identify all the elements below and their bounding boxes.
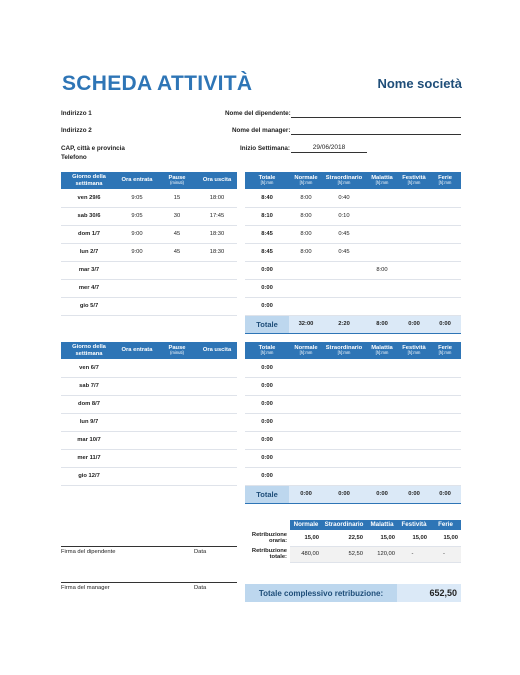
- normal-hours-cell: [289, 279, 323, 297]
- holiday-hours-cell[interactable]: [399, 297, 429, 315]
- company-name: Nome società: [377, 76, 462, 91]
- table-row: [61, 359, 237, 377]
- vacation-hours-cell[interactable]: [429, 395, 461, 413]
- grand-total-bar: [245, 584, 461, 602]
- total-hours-cell: 0:00: [245, 467, 289, 485]
- day-cell: mer 11/7: [61, 449, 117, 467]
- time-out-cell[interactable]: 18:30: [197, 225, 237, 243]
- time-out-cell[interactable]: [197, 377, 237, 395]
- table-row: [245, 207, 461, 225]
- holiday-hours-cell[interactable]: [399, 449, 429, 467]
- city-label: CAP, città e provincia: [61, 145, 125, 152]
- manager-name-field[interactable]: [291, 126, 461, 135]
- totals-row: [245, 485, 461, 503]
- total-pay-vacation: -: [430, 546, 461, 562]
- pay-header-sick: Malattia: [366, 520, 398, 530]
- vacation-hours-cell[interactable]: [429, 449, 461, 467]
- vacation-hours-cell[interactable]: [429, 189, 461, 207]
- employee-name-label: Nome del dipendente:: [225, 110, 291, 117]
- overtime-hours-cell: 0:10: [323, 207, 365, 225]
- sick-hours-cell[interactable]: [365, 243, 399, 261]
- vacation-hours-cell[interactable]: [429, 207, 461, 225]
- totals-vacation: 0:00: [429, 485, 461, 503]
- sick-hours-cell[interactable]: [365, 189, 399, 207]
- col-in-header: Ora entrata: [117, 342, 157, 359]
- col-in-header: Ora entrata: [117, 172, 157, 189]
- pause-cell[interactable]: [157, 377, 197, 395]
- pause-cell[interactable]: [157, 413, 197, 431]
- time-in-cell[interactable]: 9:00: [117, 243, 157, 261]
- week-start-label: Inizio Settimana:: [240, 145, 291, 152]
- sick-hours-cell[interactable]: [365, 431, 399, 449]
- time-out-cell[interactable]: 18:00: [197, 189, 237, 207]
- sick-hours-cell[interactable]: [365, 207, 399, 225]
- grand-total-value: 652,50: [397, 584, 461, 602]
- pause-cell[interactable]: 15: [157, 189, 197, 207]
- phone-label: Telefono: [61, 154, 87, 161]
- total-pay-sick: 120,00: [366, 546, 398, 562]
- time-out-cell[interactable]: [197, 431, 237, 449]
- time-in-cell[interactable]: [117, 449, 157, 467]
- total-hours-cell: 8:45: [245, 225, 289, 243]
- total-hours-cell: 8:40: [245, 189, 289, 207]
- vacation-hours-cell[interactable]: [429, 279, 461, 297]
- vacation-hours-cell[interactable]: [429, 225, 461, 243]
- col-overtime-header: Straordinario [h]:mm: [323, 172, 365, 189]
- total-hours-cell: 0:00: [245, 377, 289, 395]
- pause-cell[interactable]: [157, 297, 197, 315]
- col-overtime-header: Straordinario [h]:mm: [323, 342, 365, 359]
- pause-cell[interactable]: [157, 279, 197, 297]
- week2-totals-table: [245, 342, 461, 504]
- pause-cell[interactable]: [157, 395, 197, 413]
- hourly-pay-holiday[interactable]: 15,00: [398, 530, 430, 546]
- employee-signature-line[interactable]: [61, 546, 237, 547]
- holiday-hours-cell[interactable]: [399, 377, 429, 395]
- totals-sick: 0:00: [365, 485, 399, 503]
- overtime-hours-cell: [323, 279, 365, 297]
- pay-header-holiday: Festività: [398, 520, 430, 530]
- time-in-cell[interactable]: [117, 431, 157, 449]
- table-row: [61, 207, 237, 225]
- table-row: [245, 467, 461, 485]
- vacation-hours-cell[interactable]: [429, 431, 461, 449]
- pause-cell[interactable]: [157, 431, 197, 449]
- total-hours-cell: 0:00: [245, 413, 289, 431]
- holiday-hours-cell[interactable]: [399, 261, 429, 279]
- day-cell: lun 2/7: [61, 243, 117, 261]
- table-row: [61, 297, 237, 315]
- overtime-hours-cell: 0:45: [323, 243, 365, 261]
- holiday-hours-cell[interactable]: [399, 413, 429, 431]
- day-cell: mar 3/7: [61, 261, 117, 279]
- week1-totals-table: [245, 172, 461, 334]
- sick-hours-cell[interactable]: [365, 225, 399, 243]
- overtime-hours-cell: [323, 413, 365, 431]
- overtime-hours-cell: [323, 377, 365, 395]
- time-in-cell[interactable]: [117, 359, 157, 377]
- week1-hours-table: [61, 172, 237, 333]
- normal-hours-cell: 8:00: [289, 207, 323, 225]
- holiday-hours-cell[interactable]: [399, 467, 429, 485]
- normal-hours-cell: [289, 449, 323, 467]
- day-cell: mer 4/7: [61, 279, 117, 297]
- total-pay-normal: 480,00: [290, 546, 322, 562]
- time-in-cell[interactable]: 9:05: [117, 189, 157, 207]
- table-row: [61, 225, 237, 243]
- table-row: [61, 431, 237, 449]
- time-in-cell[interactable]: [117, 279, 157, 297]
- col-day-header: Giorno della settimana: [61, 342, 117, 359]
- totals-holiday: 0:00: [399, 315, 429, 333]
- day-cell: ven 29/6: [61, 189, 117, 207]
- sick-hours-cell[interactable]: [365, 413, 399, 431]
- normal-hours-cell: [289, 467, 323, 485]
- time-out-cell[interactable]: [197, 359, 237, 377]
- normal-hours-cell: [289, 261, 323, 279]
- vacation-hours-cell[interactable]: [429, 243, 461, 261]
- col-sick-header: Malattia [h]:mm: [365, 342, 399, 359]
- day-cell: lun 9/7: [61, 413, 117, 431]
- totals-normal: 32:00: [289, 315, 323, 333]
- overtime-hours-cell: 0:40: [323, 189, 365, 207]
- normal-hours-cell: [289, 413, 323, 431]
- sick-hours-cell[interactable]: [365, 377, 399, 395]
- sick-hours-cell[interactable]: [365, 297, 399, 315]
- col-out-header: Ora uscita: [197, 172, 237, 189]
- normal-hours-cell: [289, 359, 323, 377]
- table-row: [61, 413, 237, 431]
- total-hours-cell: 0:00: [245, 395, 289, 413]
- totals-label: Totale: [245, 485, 289, 503]
- spacer-row: [61, 485, 237, 503]
- table-row: [245, 279, 461, 297]
- time-in-cell[interactable]: 9:00: [117, 225, 157, 243]
- sick-hours-cell[interactable]: [365, 467, 399, 485]
- totals-label: Totale: [245, 315, 289, 333]
- total-hours-cell: 0:00: [245, 449, 289, 467]
- holiday-hours-cell[interactable]: [399, 189, 429, 207]
- time-in-cell[interactable]: [117, 297, 157, 315]
- day-cell: gio 12/7: [61, 467, 117, 485]
- total-hours-cell: 0:00: [245, 261, 289, 279]
- table-row: [61, 279, 237, 297]
- page-title: SCHEDA ATTIVITÀ: [62, 72, 253, 95]
- time-out-cell[interactable]: [197, 261, 237, 279]
- hourly-pay-overtime[interactable]: 22,50: [322, 530, 366, 546]
- col-normal-header: Normale [h]:mm: [289, 342, 323, 359]
- address2-label: Indirizzo 2: [61, 127, 92, 134]
- holiday-hours-cell[interactable]: [399, 225, 429, 243]
- hourly-pay-vacation[interactable]: 15,00: [430, 530, 461, 546]
- overtime-hours-cell: [323, 297, 365, 315]
- pay-header-normal: Normale: [290, 520, 322, 530]
- table-row: [61, 395, 237, 413]
- table-row: [245, 297, 461, 315]
- day-cell: mar 10/7: [61, 431, 117, 449]
- day-cell: gio 5/7: [61, 297, 117, 315]
- total-hours-cell: 0:00: [245, 431, 289, 449]
- overtime-hours-cell: 0:45: [323, 225, 365, 243]
- holiday-hours-cell[interactable]: [399, 243, 429, 261]
- pause-cell[interactable]: 45: [157, 243, 197, 261]
- total-pay-label: Retribuzione totale:: [245, 546, 290, 562]
- holiday-hours-cell[interactable]: [399, 279, 429, 297]
- sick-hours-cell[interactable]: [365, 449, 399, 467]
- manager-name-label: Nome del manager:: [232, 127, 291, 134]
- col-vacation-header: Ferie [h]:mm: [429, 342, 461, 359]
- holiday-hours-cell[interactable]: [399, 395, 429, 413]
- overtime-hours-cell: [323, 431, 365, 449]
- week2-hours-table: [61, 342, 237, 503]
- overtime-hours-cell: [323, 395, 365, 413]
- spacer-cell: [61, 485, 237, 503]
- employee-date-label: Data: [194, 549, 207, 555]
- time-out-cell[interactable]: [197, 413, 237, 431]
- vacation-hours-cell[interactable]: [429, 377, 461, 395]
- hourly-pay-label: Retribuzione oraria:: [245, 530, 290, 546]
- employee-signature-label: Firma del dipendente: [61, 549, 116, 555]
- sick-hours-cell[interactable]: [365, 395, 399, 413]
- col-vacation-header: Ferie [h]:mm: [429, 172, 461, 189]
- time-in-cell[interactable]: [117, 467, 157, 485]
- col-total-header: Totale [h]:mm: [245, 342, 289, 359]
- day-cell: ven 6/7: [61, 359, 117, 377]
- table-row: [245, 395, 461, 413]
- time-in-cell[interactable]: [117, 395, 157, 413]
- pay-header-vacation: Ferie: [430, 520, 461, 530]
- vacation-hours-cell[interactable]: [429, 467, 461, 485]
- normal-hours-cell: [289, 297, 323, 315]
- vacation-hours-cell[interactable]: [429, 413, 461, 431]
- totals-holiday: 0:00: [399, 485, 429, 503]
- table-row: [61, 189, 237, 207]
- pause-cell[interactable]: [157, 449, 197, 467]
- pause-cell[interactable]: [157, 467, 197, 485]
- pause-cell[interactable]: 45: [157, 225, 197, 243]
- overtime-hours-cell: [323, 449, 365, 467]
- table-row: [245, 189, 461, 207]
- overtime-hours-cell: [323, 359, 365, 377]
- col-total-header: Totale [h]:mm: [245, 172, 289, 189]
- table-row: [245, 225, 461, 243]
- totals-overtime: 0:00: [323, 485, 365, 503]
- totals-overtime: 2:20: [323, 315, 365, 333]
- hourly-pay-normal[interactable]: 15,00: [290, 530, 322, 546]
- normal-hours-cell: [289, 377, 323, 395]
- col-day-header: Giorno della settimana: [61, 172, 117, 189]
- day-cell: dom 8/7: [61, 395, 117, 413]
- totals-normal: 0:00: [289, 485, 323, 503]
- table-row: [245, 413, 461, 431]
- col-pause-header: Pause (minuti): [157, 342, 197, 359]
- manager-signature-label: Firma del manager: [61, 585, 110, 591]
- time-in-cell[interactable]: [117, 377, 157, 395]
- week-start-field[interactable]: 29/06/2018: [291, 144, 367, 153]
- spacer-cell: [61, 315, 237, 333]
- pay-header-overtime: Straordinario: [322, 520, 366, 530]
- totals-row: [245, 315, 461, 333]
- manager-signature-line[interactable]: [61, 582, 237, 583]
- pause-cell[interactable]: [157, 261, 197, 279]
- col-sick-header: Malattia [h]:mm: [365, 172, 399, 189]
- vacation-hours-cell[interactable]: [429, 297, 461, 315]
- time-in-cell[interactable]: 9:05: [117, 207, 157, 225]
- normal-hours-cell: 8:00: [289, 243, 323, 261]
- total-hours-cell: 0:00: [245, 359, 289, 377]
- normal-hours-cell: 8:00: [289, 189, 323, 207]
- time-in-cell[interactable]: [117, 413, 157, 431]
- hourly-pay-row: [245, 530, 461, 546]
- total-hours-cell: 8:10: [245, 207, 289, 225]
- col-out-header: Ora uscita: [197, 342, 237, 359]
- normal-hours-cell: [289, 395, 323, 413]
- table-row: [61, 377, 237, 395]
- sick-hours-cell[interactable]: [365, 359, 399, 377]
- col-normal-header: Normale [h]:mm: [289, 172, 323, 189]
- table-row: [61, 449, 237, 467]
- pause-cell[interactable]: [157, 359, 197, 377]
- hourly-pay-sick[interactable]: 15,00: [366, 530, 398, 546]
- table-row: [61, 261, 237, 279]
- col-holiday-header: Festività [h]:mm: [399, 342, 429, 359]
- sick-hours-cell[interactable]: [365, 279, 399, 297]
- table-row: [245, 261, 461, 279]
- time-out-cell[interactable]: [197, 279, 237, 297]
- time-out-cell[interactable]: 18:30: [197, 243, 237, 261]
- day-cell: dom 1/7: [61, 225, 117, 243]
- vacation-hours-cell[interactable]: [429, 261, 461, 279]
- time-out-cell[interactable]: [197, 467, 237, 485]
- table-row: [245, 243, 461, 261]
- col-pause-header: Pause (minuti): [157, 172, 197, 189]
- normal-hours-cell: 8:00: [289, 225, 323, 243]
- normal-hours-cell: [289, 431, 323, 449]
- total-pay-overtime: 52,50: [322, 546, 366, 562]
- spacer-row: [61, 315, 237, 333]
- grand-total-label: Totale complessivo retribuzione:: [245, 584, 397, 602]
- table-row: [245, 377, 461, 395]
- pay-rates-table: [245, 520, 461, 563]
- total-pay-row: [245, 546, 461, 562]
- total-hours-cell: 8:45: [245, 243, 289, 261]
- overtime-hours-cell: [323, 261, 365, 279]
- holiday-hours-cell[interactable]: [399, 207, 429, 225]
- total-hours-cell: 0:00: [245, 297, 289, 315]
- sick-hours-cell[interactable]: 8:00: [365, 261, 399, 279]
- table-row: [61, 467, 237, 485]
- table-row: [245, 359, 461, 377]
- totals-vacation: 0:00: [429, 315, 461, 333]
- manager-date-label: Data: [194, 585, 207, 591]
- table-row: [61, 243, 237, 261]
- time-out-cell[interactable]: [197, 395, 237, 413]
- pause-cell[interactable]: 30: [157, 207, 197, 225]
- table-row: [245, 431, 461, 449]
- address1-label: Indirizzo 1: [61, 110, 92, 117]
- time-out-cell[interactable]: 17:45: [197, 207, 237, 225]
- table-row: [245, 449, 461, 467]
- holiday-hours-cell[interactable]: [399, 359, 429, 377]
- holiday-hours-cell[interactable]: [399, 431, 429, 449]
- totals-sick: 8:00: [365, 315, 399, 333]
- col-holiday-header: Festività [h]:mm: [399, 172, 429, 189]
- overtime-hours-cell: [323, 467, 365, 485]
- vacation-hours-cell[interactable]: [429, 359, 461, 377]
- time-out-cell[interactable]: [197, 449, 237, 467]
- total-hours-cell: 0:00: [245, 279, 289, 297]
- time-out-cell[interactable]: [197, 297, 237, 315]
- time-in-cell[interactable]: [117, 261, 157, 279]
- day-cell: sab 7/7: [61, 377, 117, 395]
- day-cell: sab 30/6: [61, 207, 117, 225]
- pay-header-blank: [245, 520, 290, 530]
- employee-name-field[interactable]: [291, 109, 461, 118]
- total-pay-holiday: -: [398, 546, 430, 562]
